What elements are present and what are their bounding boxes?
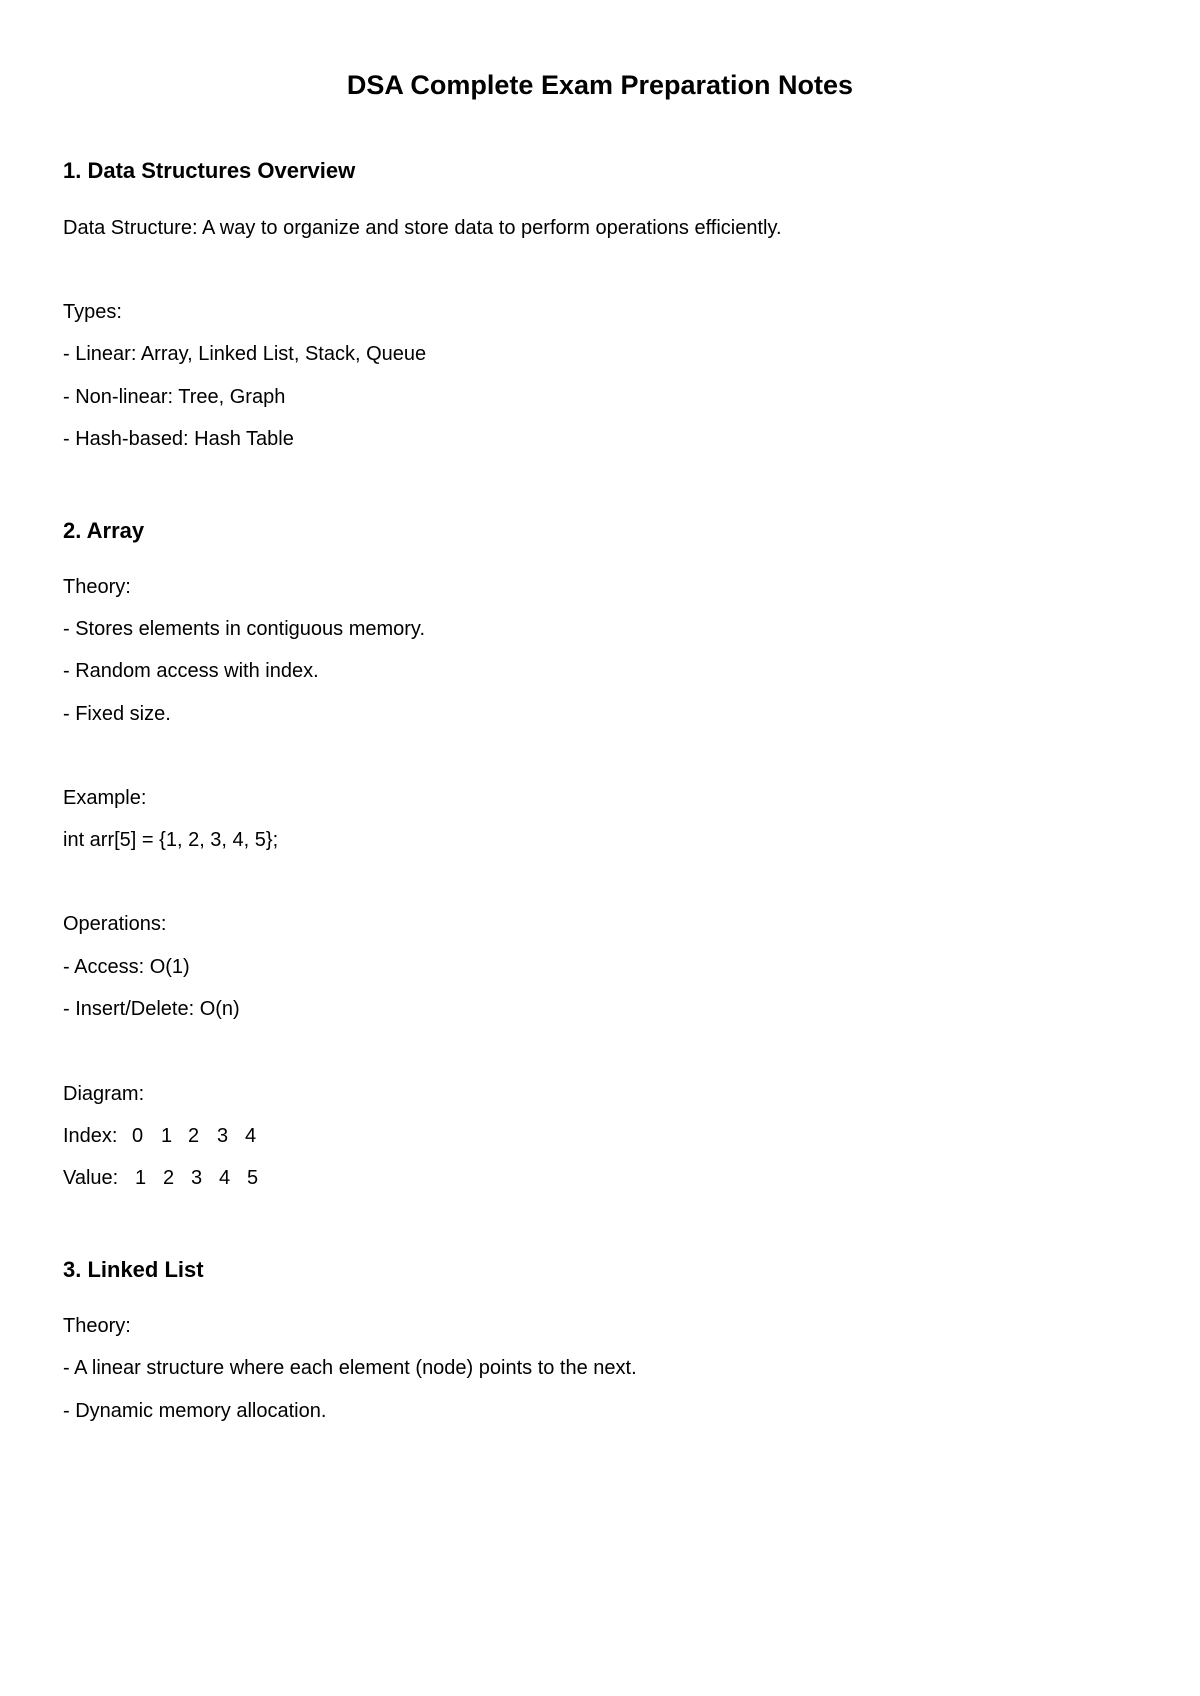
diagram-index-cell: 2 [188, 1125, 200, 1147]
list-item: - Non-linear: Tree, Graph [63, 386, 286, 408]
diagram-label: Diagram: [63, 1083, 145, 1105]
diagram-index-cell: 1 [161, 1125, 173, 1147]
list-item: - Hash-based: Hash Table [63, 428, 294, 450]
section-heading-linked-list: 3. Linked List [63, 1257, 204, 1282]
theory-label: Theory: [63, 576, 131, 598]
list-item: - Linear: Array, Linked List, Stack, Queue [63, 343, 427, 365]
diagram-value-cell: 1 [135, 1167, 147, 1189]
definition-text: Data Structure: A way to organize and store data to perform operations efficiently. [63, 217, 782, 239]
diagram-value-cell: 5 [247, 1167, 259, 1189]
section-heading-data-structures-overview: 1. Data Structures Overview [63, 158, 356, 183]
diagram-value-cell: 4 [219, 1167, 231, 1189]
list-item: - Insert/Delete: O(n) [63, 998, 240, 1020]
list-item: - Fixed size. [63, 703, 171, 725]
diagram-value-label: Value: [63, 1167, 119, 1189]
example-code: int arr[5] = {1, 2, 3, 4, 5}; [63, 829, 279, 851]
diagram-value-row [63, 1165, 463, 1191]
example-label: Example: [63, 787, 147, 809]
types-label: Types: [63, 301, 122, 323]
list-item: - Access: O(1) [63, 956, 190, 978]
section-heading-array: 2. Array [63, 518, 145, 543]
operations-label: Operations: [63, 913, 167, 935]
list-item: - A linear structure where each element (node) points to the next. [63, 1357, 637, 1379]
diagram-index-cell: 3 [217, 1125, 229, 1147]
page-title: DSA Complete Exam Preparation Notes [346, 70, 854, 100]
diagram-value-cell: 3 [191, 1167, 203, 1189]
list-item: - Stores elements in contiguous memory. [63, 618, 426, 640]
diagram-index-cell: 4 [245, 1125, 257, 1147]
theory-label: Theory: [63, 1315, 131, 1337]
diagram-index-label: Index: [63, 1125, 118, 1147]
diagram-index-cell: 0 [132, 1125, 144, 1147]
list-item: - Random access with index. [63, 660, 319, 682]
list-item: - Dynamic memory allocation. [63, 1400, 327, 1422]
diagram-value-cell: 2 [163, 1167, 175, 1189]
diagram-index-row [63, 1123, 463, 1149]
